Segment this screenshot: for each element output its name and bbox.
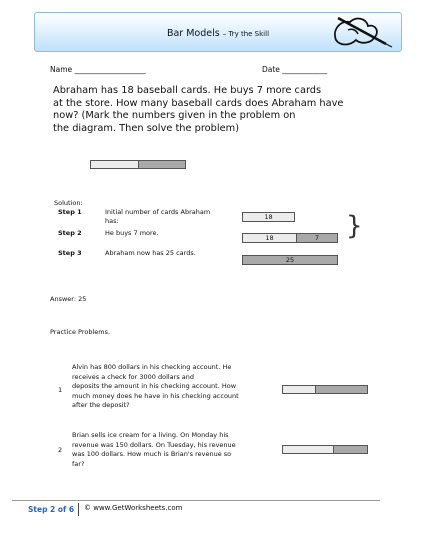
problem-line: at the store. How many baseball cards does Abraham have (53, 97, 344, 109)
bar-segment-second (139, 161, 186, 168)
footer-step-indicator: Step 2 of 6 (28, 505, 75, 514)
name-field: Name ___________________ (50, 65, 146, 74)
date-field: Date ____________ (262, 65, 328, 74)
problem-line: Abraham has 18 baseball cards. He buys 7 more cards (53, 85, 322, 96)
practice-title: Practice Problems. (50, 328, 111, 336)
step-1-line: has: (105, 217, 119, 225)
practice-line: deposits the amount in his checking account. How (72, 382, 237, 390)
practice-line: Brian sells ice cream for a living. On Monday his (72, 431, 229, 439)
title-subtitle: – Try the Skill (222, 30, 270, 38)
practice-2-text (72, 431, 236, 469)
answer-text: Answer: 25 (50, 295, 87, 303)
footer-divider (12, 500, 380, 501)
step-2-bar-segment-second: 7 (297, 234, 337, 242)
problem-text (53, 85, 393, 135)
step-2-bar (242, 233, 338, 243)
bar-segment-second (316, 386, 367, 393)
bar-segment-first (283, 446, 334, 453)
step-1-text (105, 208, 210, 226)
practice-2-bar-model (282, 445, 368, 454)
practice-line: far? (72, 459, 85, 468)
writing-hand-icon (322, 10, 402, 55)
practice-2-number: 2 (58, 446, 63, 454)
problem-line: now? (Mark the numbers given in the problem on (53, 110, 296, 121)
brace-symbol: } (346, 211, 363, 241)
step-3-text: Abraham now has 25 cards. (105, 249, 196, 257)
practice-line: receives a check for 3000 dollars and (72, 372, 195, 381)
step-3-label: Step 3 (58, 249, 82, 257)
footer-website: © www.GetWorksheets.com (84, 504, 183, 512)
footer-separator (78, 503, 79, 516)
practice-1-bar-model (282, 385, 368, 394)
problem-line: the diagram. Then solve the problem) (53, 122, 240, 134)
step-1-line: Initial number of cards Abraham (105, 208, 211, 216)
practice-line: was 100 dollars. How much is Brian's revenue so (72, 450, 232, 458)
bar-segment-first (91, 161, 139, 168)
step-2-label: Step 2 (58, 229, 82, 237)
title-main: Bar Models (166, 28, 220, 39)
practice-line: much money does he have in his checking account (72, 391, 239, 400)
problem-bar-model (90, 160, 186, 169)
practice-1-number: 1 (58, 386, 63, 394)
step-2-text: He buys 7 more. (105, 229, 159, 237)
bar-segment-first (283, 386, 316, 393)
step-1-label: Step 1 (58, 208, 82, 216)
practice-line: after the deposit? (72, 401, 130, 409)
solution-label: Solution: (54, 199, 83, 207)
practice-line: revenue was 150 dollars. On Tuesday, his revenue (72, 440, 236, 449)
practice-1-text (72, 363, 239, 411)
bar-segment-second (334, 446, 367, 453)
step-3-bar: 25 (242, 255, 338, 265)
step-2-bar-segment-first: 18 (243, 234, 297, 242)
practice-line: Alvin has 800 dollars in his checking account. He (72, 363, 232, 371)
step-1-bar: 18 (242, 212, 295, 222)
